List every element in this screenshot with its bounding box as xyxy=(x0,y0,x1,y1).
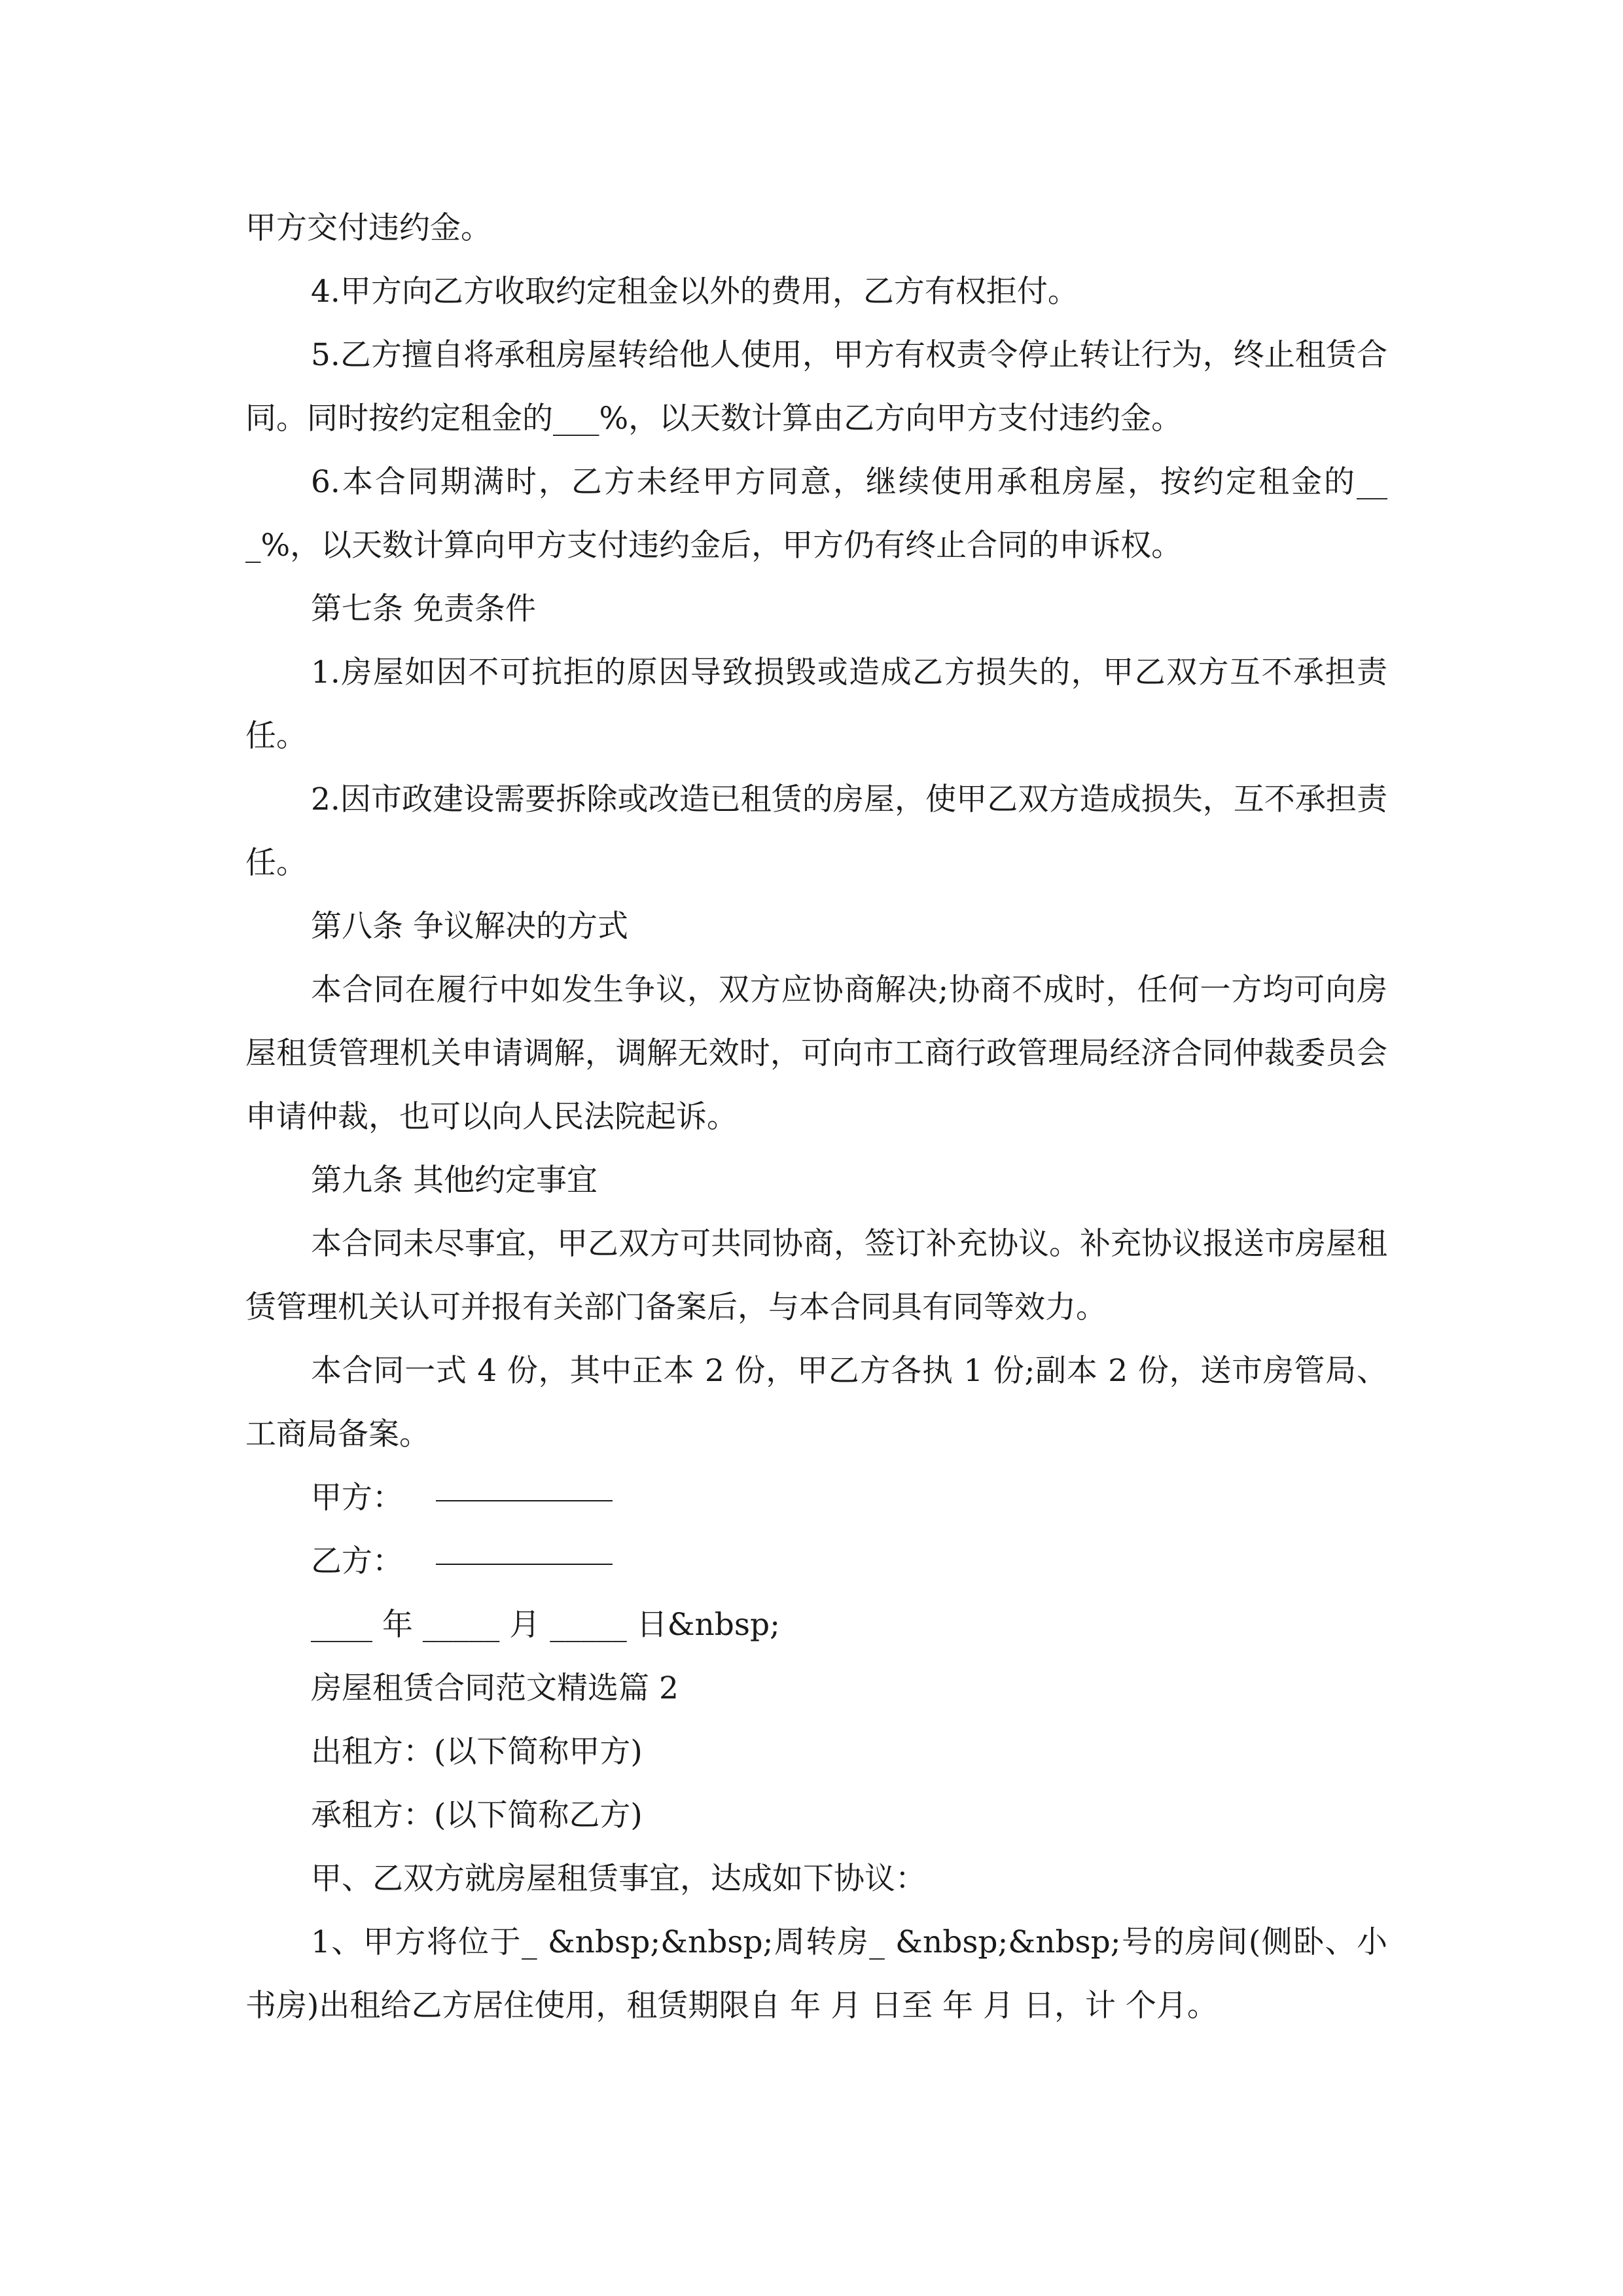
party-a-label: 甲方： xyxy=(311,1480,403,1516)
date-line: ____ 年 _____ 月 _____ 日&nbsp; xyxy=(311,1607,780,1643)
party-a-signature-line xyxy=(436,1499,613,1501)
clause-item-6: 6.本合同期满时，乙方未经甲方同意，继续使用承租房屋，按约定租金的___%，以天数计算向甲方支付违约金后，甲方仍有终止合同的申诉权。 xyxy=(245,464,1387,564)
article-7-item-2: 2.因市政建设需要拆除或改造已租赁的房屋，使甲乙双方造成损失，互不承担责任。 xyxy=(245,781,1387,881)
party-a-signature xyxy=(245,1466,1387,1530)
article-8-body: 本合同在履行中如发生争议，双方应协商解决;协商不成时，任何一方均可向房屋租赁管理机关申请调解，调解无效时，可向市工商行政管理局经济合同仲裁委员会申请仲裁，也可以向人民法院起诉。 xyxy=(245,972,1387,1135)
party-b-signature xyxy=(245,1530,1387,1593)
copies-paragraph: 本合同一式 4 份，其中正本 2 份，甲乙方各执 1 份;副本 2 份，送市房管局、工商局备案。 xyxy=(245,1353,1387,1452)
lessor-line: 出租方：(以下简称甲方) xyxy=(311,1734,643,1770)
article-9-body: 本合同未尽事宜，甲乙双方可共同协商，签订补充协议。补充协议报送市房屋租赁管理机关认可并报有关部门备案后，与本合同具有同等效力。 xyxy=(245,1226,1387,1325)
lessee-line: 承租方：(以下简称乙方) xyxy=(311,1797,643,1833)
article-8-heading: 第八条 争议解决的方式 xyxy=(311,908,628,944)
agreement-intro: 甲、乙双方就房屋租赁事宜，达成如下协议： xyxy=(311,1861,926,1897)
article-7-item-1: 1.房屋如因不可抗拒的原因导致损毁或造成乙方损失的，甲乙双方互不承担责任。 xyxy=(245,655,1387,754)
party-b-signature-line xyxy=(436,1563,613,1565)
clause-item-4: 4.甲方向乙方收取约定租金以外的费用，乙方有权拒付。 xyxy=(311,274,1079,310)
article-9-heading: 第九条 其他约定事宜 xyxy=(311,1162,597,1198)
document-body xyxy=(245,196,1387,2037)
clause-item-5: 5.乙方擅自将承租房屋转给他人使用，甲方有权责令停止转让行为，终止租赁合同。同时按约定租金的___%，以天数计算由乙方向甲方支付违约金。 xyxy=(245,337,1387,437)
section-2-item-1: 1、甲方将位于_ &nbsp;&nbsp;周转房_ &nbsp;&nbsp;号的房间(侧卧、小书房)出租给乙方居住使用，租赁期限自 年 月 日至 年 月 日，计 个月。 xyxy=(245,1924,1387,2024)
section-title-2: 房屋租赁合同范文精选篇 2 xyxy=(311,1670,679,1706)
article-7-heading: 第七条 免责条件 xyxy=(311,591,536,627)
party-b-label: 乙方： xyxy=(311,1543,403,1579)
paragraph-continuation: 甲方交付违约金。 xyxy=(245,210,491,246)
